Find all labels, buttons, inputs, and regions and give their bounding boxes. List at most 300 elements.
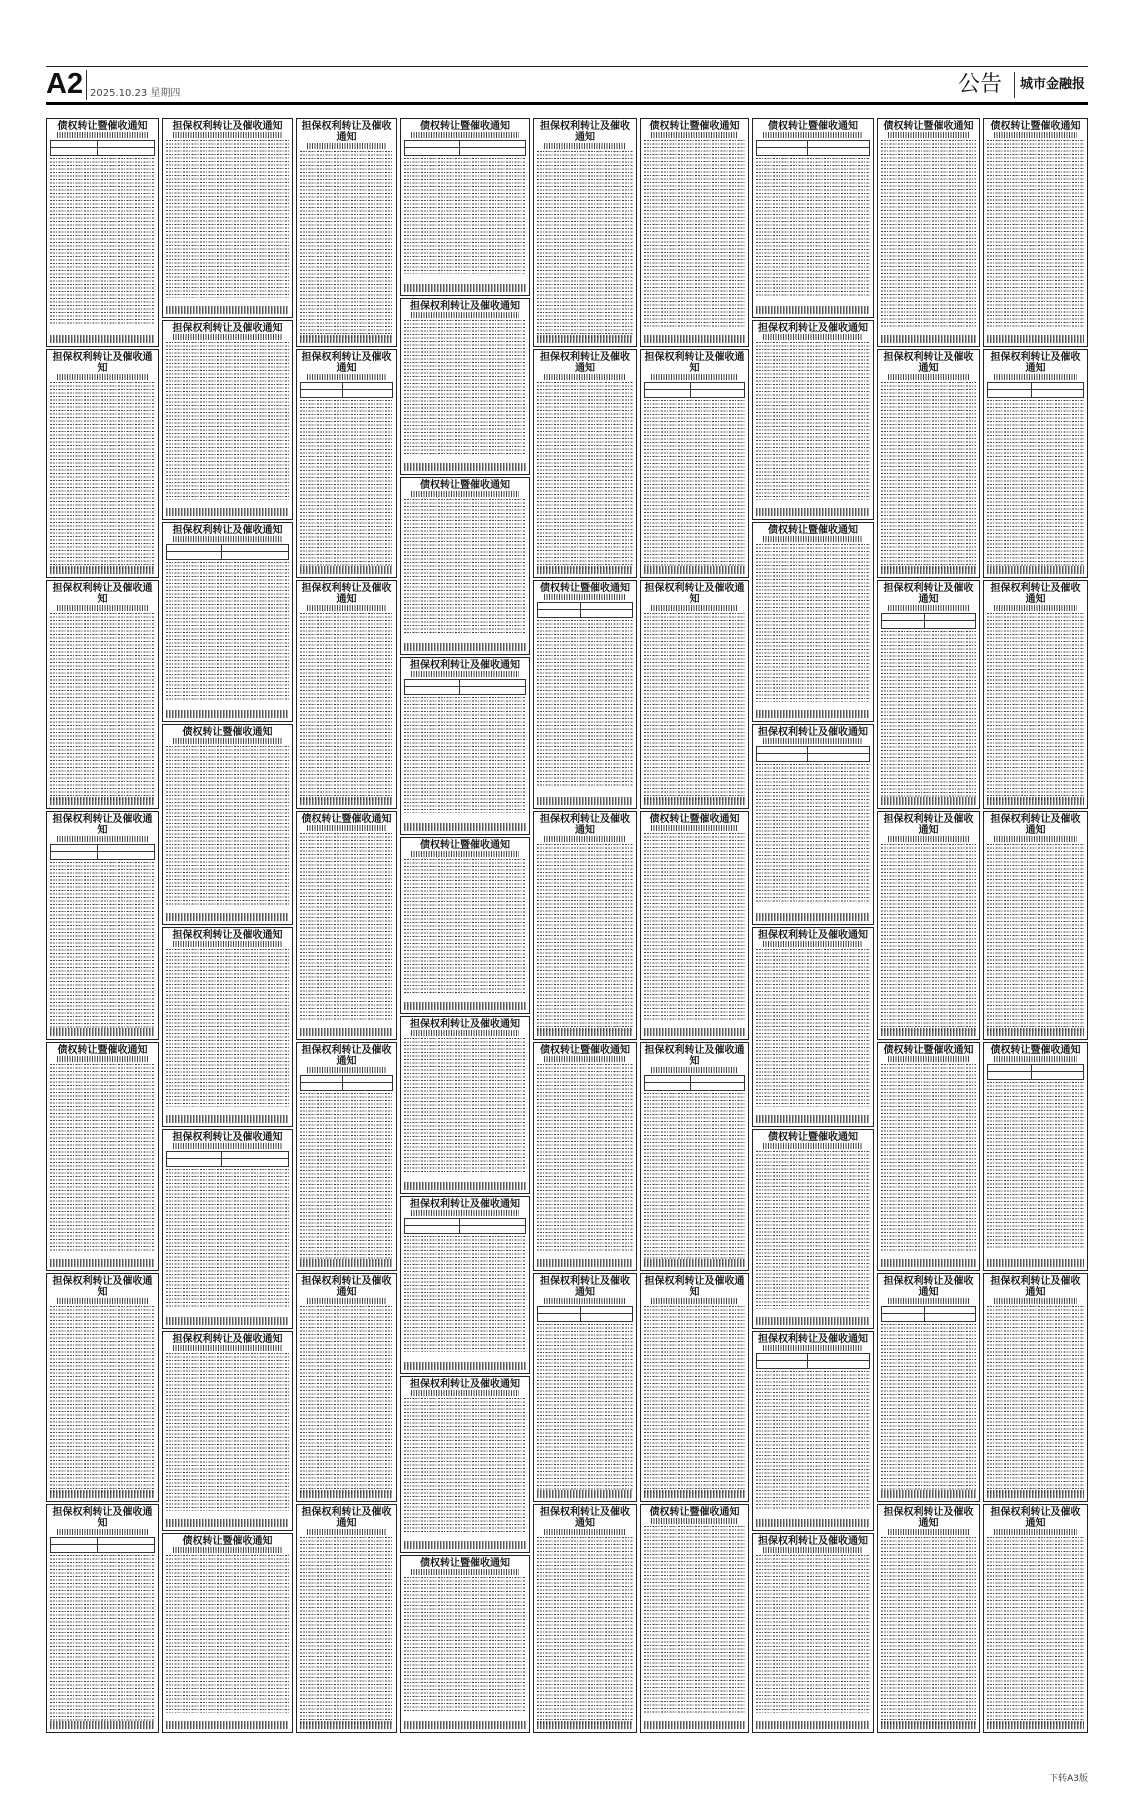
notice-signature <box>300 335 393 343</box>
header-divider <box>86 70 87 100</box>
notice-body-text <box>166 342 289 500</box>
notice-signature <box>166 1317 289 1325</box>
notice-body-text <box>166 140 289 298</box>
notice-title: 债权转让暨催收通知 <box>649 1507 740 1518</box>
notice-body-text <box>50 158 155 325</box>
notice-body-text <box>644 613 745 800</box>
notice-box <box>877 811 980 1040</box>
notice-signature <box>537 1490 633 1498</box>
notice-box <box>296 1504 397 1733</box>
notice-title: 债权转让暨催收通知 <box>420 480 510 492</box>
notice-subtitle-line <box>57 1298 148 1304</box>
notice-body-text <box>50 1306 155 1493</box>
notice-body-text <box>537 620 633 787</box>
notice-table <box>50 1537 155 1553</box>
notice-subtitle-line <box>307 374 386 380</box>
notice-title: 担保权利转让及催收通知 <box>990 814 1081 836</box>
notice-subtitle-line <box>888 836 969 842</box>
notice-subtitle-line <box>411 1569 519 1575</box>
notice-signature <box>50 797 155 805</box>
notice-signature <box>300 566 393 574</box>
notice-body-text <box>881 1064 976 1251</box>
notice-title: 担保权利转让及催收通知 <box>172 1333 283 1345</box>
notice-body-text <box>404 1398 526 1534</box>
notice-column <box>400 118 530 1735</box>
notice-body-text <box>644 400 745 567</box>
notice-subtitle-line <box>307 1067 386 1073</box>
notice-signature <box>166 1519 289 1527</box>
notice-signature <box>404 1541 526 1549</box>
notice-signature <box>166 710 289 718</box>
notice-body-text <box>987 400 1084 567</box>
notice-signature <box>50 1721 155 1729</box>
notice-title: 债权转让暨催收通知 <box>649 121 740 132</box>
notice-signature <box>300 1490 393 1498</box>
notice-body-text <box>537 844 633 1031</box>
notice-subtitle-line <box>57 1529 148 1535</box>
notice-table <box>50 140 155 156</box>
notice-box <box>296 118 397 347</box>
notice-body-text <box>50 613 155 800</box>
notice-table <box>166 1151 289 1167</box>
notice-title: 债权转让暨催收通知 <box>540 583 630 594</box>
notice-title: 担保权利转让及催收通知 <box>990 352 1081 374</box>
notice-body-text <box>300 151 393 338</box>
notice-table <box>756 746 870 762</box>
notice-box <box>400 657 530 835</box>
notice-title: 担保权利转让及催收通知 <box>301 121 392 143</box>
notice-signature <box>756 1317 870 1325</box>
notice-signature <box>987 335 1084 343</box>
notice-subtitle-line <box>173 941 282 947</box>
notice-subtitle-line <box>763 1345 863 1351</box>
notice-title: 担保权利转让及催收通知 <box>52 583 153 605</box>
notice-signature <box>166 508 289 516</box>
notice-box <box>752 320 874 520</box>
notice-body-text <box>644 140 745 327</box>
notice-title: 担保权利转让及催收通知 <box>644 583 745 605</box>
notice-box <box>752 1533 874 1733</box>
notice-title: 债权转让暨催收通知 <box>540 1045 630 1056</box>
notice-table <box>881 1306 976 1322</box>
notice-table <box>404 140 526 156</box>
notice-signature <box>404 463 526 471</box>
notice-subtitle-line <box>173 132 282 138</box>
notice-subtitle-line <box>888 374 969 380</box>
notice-subtitle-line <box>763 1143 863 1149</box>
notice-box <box>296 811 397 1040</box>
notice-body-text <box>756 342 870 500</box>
notice-subtitle-line <box>544 594 626 600</box>
notice-subtitle-line <box>763 1547 863 1553</box>
notice-body-text <box>300 400 393 567</box>
notice-subtitle-line <box>994 1298 1077 1304</box>
notice-signature <box>644 335 745 343</box>
notice-title: 担保权利转让及催收通知 <box>758 1535 868 1547</box>
notice-table <box>404 679 526 695</box>
notice-title: 担保权利转让及催收通知 <box>410 1019 520 1031</box>
section-title: 公告 <box>958 72 1003 97</box>
notice-box <box>162 1331 293 1531</box>
notice-signature <box>756 710 870 718</box>
notice-signature <box>987 1490 1084 1498</box>
notice-body-text <box>987 844 1084 1031</box>
notice-subtitle-line <box>307 1529 386 1535</box>
notice-body-text <box>987 1537 1084 1724</box>
notice-signature <box>756 913 870 921</box>
notice-box <box>46 1273 159 1502</box>
notice-title: 担保权利转让及催收通知 <box>301 1507 392 1529</box>
notice-title: 担保权利转让及催收通知 <box>52 352 153 374</box>
notice-title: 债权转让暨催收通知 <box>990 121 1081 132</box>
notice-title: 担保权利转让及催收通知 <box>172 525 283 537</box>
notice-title: 担保权利转让及催收通知 <box>758 727 868 739</box>
notice-title: 债权转让暨催收通知 <box>420 1558 510 1570</box>
notice-subtitle-line <box>173 1345 282 1351</box>
notice-subtitle-line <box>307 143 386 149</box>
notice-column <box>46 118 159 1735</box>
notice-subtitle-line <box>651 132 738 138</box>
notice-subtitle-line <box>57 836 148 842</box>
notice-box <box>46 349 159 578</box>
notice-signature <box>644 566 745 574</box>
notice-signature <box>881 1721 976 1729</box>
notice-box <box>533 349 637 578</box>
notice-subtitle-line <box>888 132 969 138</box>
notice-box <box>640 580 749 809</box>
notice-subtitle-line <box>411 671 519 677</box>
notice-box <box>877 349 980 578</box>
notice-signature <box>166 306 289 314</box>
notice-body-text <box>166 562 289 700</box>
notice-subtitle-line <box>544 1056 626 1062</box>
notice-title: 担保权利转让及催收通知 <box>883 583 974 605</box>
notice-signature <box>644 797 745 805</box>
notice-box <box>162 1129 293 1329</box>
continued-note: 下转A3版 <box>1049 1774 1088 1784</box>
notice-box <box>983 118 1088 347</box>
notice-signature <box>881 335 976 343</box>
notice-box <box>983 349 1088 578</box>
notice-box <box>533 118 637 347</box>
notice-table <box>881 613 976 629</box>
notice-subtitle-line <box>651 1298 738 1304</box>
notice-signature <box>404 643 526 651</box>
notice-box <box>400 118 530 296</box>
notice-body-text <box>756 544 870 702</box>
notice-box <box>533 1504 637 1733</box>
notice-signature <box>987 566 1084 574</box>
notice-box <box>162 1533 293 1733</box>
notice-box <box>296 580 397 809</box>
notice-box <box>400 1376 530 1554</box>
notice-body-text <box>300 613 393 800</box>
notice-box <box>983 580 1088 809</box>
notice-subtitle-line <box>411 851 519 857</box>
notice-body-text <box>537 1064 633 1251</box>
page-number: A2 <box>46 68 84 100</box>
notice-signature <box>881 1259 976 1267</box>
notice-box <box>640 349 749 578</box>
notice-signature <box>756 1115 870 1123</box>
notice-body-text <box>756 158 870 296</box>
notice-title: 债权转让暨催收通知 <box>768 121 858 132</box>
notice-column <box>296 118 397 1735</box>
notice-title: 担保权利转让及催收通知 <box>172 1131 283 1143</box>
notice-subtitle-line <box>763 738 863 744</box>
notice-subtitle-line <box>411 1210 519 1216</box>
notice-signature <box>300 1259 393 1267</box>
notice-table <box>50 844 155 860</box>
notice-table <box>404 1218 526 1234</box>
notice-body-text <box>166 746 289 904</box>
notice-body-text <box>404 859 526 995</box>
notice-subtitle-line <box>411 1030 519 1036</box>
notice-title: 债权转让暨催收通知 <box>883 1045 974 1056</box>
notice-table <box>987 1064 1084 1080</box>
notice-title: 担保权利转让及催收通知 <box>883 1276 974 1298</box>
notice-body-text <box>537 382 633 569</box>
notice-subtitle-line <box>173 738 282 744</box>
notice-subtitle-line <box>411 132 519 138</box>
notice-signature <box>300 1028 393 1036</box>
notice-box <box>533 580 637 809</box>
notice-signature <box>166 913 289 921</box>
notice-title: 担保权利转让及催收通知 <box>410 1199 520 1210</box>
notice-box <box>533 1042 637 1271</box>
notice-title: 债权转让暨催收通知 <box>768 1131 858 1143</box>
notice-body-text <box>50 1555 155 1722</box>
notice-body-text <box>987 1082 1084 1249</box>
notice-subtitle-line <box>57 1056 148 1062</box>
notice-subtitle-line <box>411 1390 519 1396</box>
notice-title: 担保权利转让及催收通知 <box>644 352 745 374</box>
notice-box <box>752 927 874 1127</box>
notice-title: 担保权利转让及催收通知 <box>301 583 392 605</box>
notice-box <box>752 724 874 924</box>
notice-column <box>162 118 293 1735</box>
notice-title: 债权转让暨催收通知 <box>301 814 392 825</box>
notice-body-text <box>166 1353 289 1511</box>
notice-body-text <box>404 158 526 274</box>
notice-title: 担保权利转让及催收通知 <box>758 323 868 335</box>
notice-title: 担保权利转让及催收通知 <box>990 583 1081 605</box>
notice-signature <box>537 1028 633 1036</box>
notice-signature <box>537 1259 633 1267</box>
notice-body-text <box>50 862 155 1029</box>
notice-title: 担保权利转让及催收通知 <box>644 1045 745 1067</box>
notice-box <box>400 1016 530 1194</box>
notice-signature <box>404 1721 526 1729</box>
notice-body-text <box>537 1537 633 1724</box>
notice-signature <box>987 797 1084 805</box>
notice-box <box>640 811 749 1040</box>
notice-box <box>752 522 874 722</box>
notice-body-text <box>404 1236 526 1352</box>
notice-box <box>983 811 1088 1040</box>
notice-signature <box>756 1519 870 1527</box>
notice-title: 担保权利转让及催收通知 <box>410 1378 520 1390</box>
notice-box <box>46 118 159 347</box>
notice-body-text <box>644 1093 745 1260</box>
notice-table <box>300 382 393 398</box>
notice-table <box>537 602 633 618</box>
notice-subtitle-line <box>888 605 969 611</box>
notice-signature <box>300 797 393 805</box>
notice-body-text <box>881 631 976 798</box>
notice-body-text <box>404 1577 526 1713</box>
notice-subtitle-line <box>888 1529 969 1535</box>
notice-signature <box>50 566 155 574</box>
notice-signature <box>756 306 870 314</box>
notice-body-text <box>756 1371 870 1509</box>
notice-title: 担保权利转让及催收通知 <box>52 1507 153 1529</box>
notice-subtitle-line <box>307 605 386 611</box>
notice-title: 担保权利转让及催收通知 <box>301 1276 392 1298</box>
notice-title: 担保权利转让及催收通知 <box>540 814 630 836</box>
notice-box <box>46 580 159 809</box>
notice-title: 债权转让暨催收通知 <box>420 839 510 851</box>
notice-title: 担保权利转让及催收通知 <box>883 1507 974 1529</box>
notice-box <box>46 811 159 1040</box>
notice-signature <box>644 1028 745 1036</box>
notice-title: 担保权利转让及催收通知 <box>990 1507 1081 1529</box>
notice-subtitle-line <box>651 825 738 831</box>
notice-subtitle-line <box>411 312 519 318</box>
notice-title: 担保权利转让及催收通知 <box>990 1276 1081 1298</box>
notice-body-text <box>537 1324 633 1491</box>
newspaper-brand: 城市金融报 <box>1020 77 1086 92</box>
notice-subtitle-line <box>651 1518 738 1524</box>
notice-body-text <box>404 320 526 456</box>
notice-box <box>752 118 874 318</box>
notice-box <box>296 349 397 578</box>
notice-column <box>752 118 874 1735</box>
notice-title: 债权转让暨催收通知 <box>420 121 510 132</box>
notice-signature <box>881 1490 976 1498</box>
notice-box <box>877 118 980 347</box>
notice-body-text <box>987 1306 1084 1493</box>
notice-signature <box>987 1028 1084 1036</box>
notice-title: 债权转让暨催收通知 <box>182 727 273 739</box>
notice-title: 担保权利转让及催收通知 <box>758 929 868 941</box>
notice-subtitle-line <box>994 132 1077 138</box>
notice-signature <box>756 508 870 516</box>
notice-subtitle-line <box>411 491 519 497</box>
notice-signature <box>166 1721 289 1729</box>
notice-subtitle-line <box>57 605 148 611</box>
notice-table <box>166 544 289 560</box>
notice-signature <box>404 823 526 831</box>
notice-box <box>296 1042 397 1271</box>
notice-title: 债权转让暨催收通知 <box>768 525 858 537</box>
notice-signature <box>881 1028 976 1036</box>
notice-column <box>640 118 749 1735</box>
notice-body-text <box>987 140 1084 327</box>
notice-title: 债权转让暨催收通知 <box>883 121 974 132</box>
notice-box <box>752 1129 874 1329</box>
notice-table <box>537 1306 633 1322</box>
notice-box <box>400 1555 530 1733</box>
notice-body-text <box>300 1306 393 1493</box>
notice-box <box>983 1042 1088 1271</box>
notice-title: 债权转让暨催收通知 <box>990 1045 1081 1056</box>
notice-subtitle-line <box>544 836 626 842</box>
notice-box <box>752 1331 874 1531</box>
notice-body-text <box>756 1151 870 1309</box>
notice-body-text <box>756 764 870 902</box>
notice-subtitle-line <box>888 1298 969 1304</box>
notice-box <box>533 1273 637 1502</box>
notice-signature <box>881 797 976 805</box>
notice-title: 担保权利转让及催收通知 <box>644 1276 745 1298</box>
notice-box <box>533 811 637 1040</box>
notice-table <box>987 382 1084 398</box>
notice-title: 担保权利转让及催收通知 <box>52 1276 153 1298</box>
notice-box <box>640 1273 749 1502</box>
notice-signature <box>644 1721 745 1729</box>
notice-subtitle-line <box>994 1529 1077 1535</box>
notice-title: 担保权利转让及催收通知 <box>758 1333 868 1345</box>
notice-table <box>756 140 870 156</box>
notice-signature <box>537 566 633 574</box>
notice-signature <box>50 335 155 343</box>
notice-column <box>533 118 637 1735</box>
notice-body-text <box>50 1064 155 1251</box>
notice-body-text <box>50 382 155 569</box>
notice-title: 担保权利转让及催收通知 <box>540 121 630 143</box>
notice-box <box>162 724 293 924</box>
notice-subtitle-line <box>544 1298 626 1304</box>
notice-title: 担保权利转让及催收通知 <box>540 1276 630 1298</box>
header-rule <box>46 102 1088 105</box>
notice-signature <box>987 1721 1084 1729</box>
notice-subtitle-line <box>763 334 863 340</box>
notice-title: 债权转让暨催收通知 <box>182 1535 273 1547</box>
notice-body-text <box>537 151 633 338</box>
notice-subtitle-line <box>763 536 863 542</box>
notice-box <box>400 1196 530 1374</box>
notice-title: 担保权利转让及催收通知 <box>172 323 283 335</box>
notice-subtitle-line <box>57 374 148 380</box>
notice-title: 担保权利转让及催收通知 <box>301 352 392 374</box>
notice-subtitle-line <box>173 1143 282 1149</box>
notice-subtitle-line <box>544 1529 626 1535</box>
notice-signature <box>404 1002 526 1010</box>
notice-title: 债权转让暨催收通知 <box>57 121 148 132</box>
notice-body-text <box>987 613 1084 800</box>
notice-signature <box>644 1490 745 1498</box>
notice-box <box>46 1504 159 1733</box>
notice-body-text <box>644 833 745 1020</box>
notice-subtitle-line <box>763 941 863 947</box>
notice-subtitle-line <box>651 374 738 380</box>
notice-box <box>640 1042 749 1271</box>
notice-column <box>877 118 980 1735</box>
notice-box <box>983 1504 1088 1733</box>
notice-box <box>877 1042 980 1271</box>
notice-subtitle-line <box>173 334 282 340</box>
notice-signature <box>537 1721 633 1729</box>
notice-title: 债权转让暨催收通知 <box>57 1045 148 1056</box>
notice-subtitle-line <box>57 132 148 138</box>
notice-signature <box>166 1115 289 1123</box>
notice-box <box>877 1504 980 1733</box>
notice-signature <box>404 284 526 292</box>
notice-signature <box>644 1259 745 1267</box>
notice-box <box>400 298 530 476</box>
notice-body-text <box>881 844 976 1031</box>
